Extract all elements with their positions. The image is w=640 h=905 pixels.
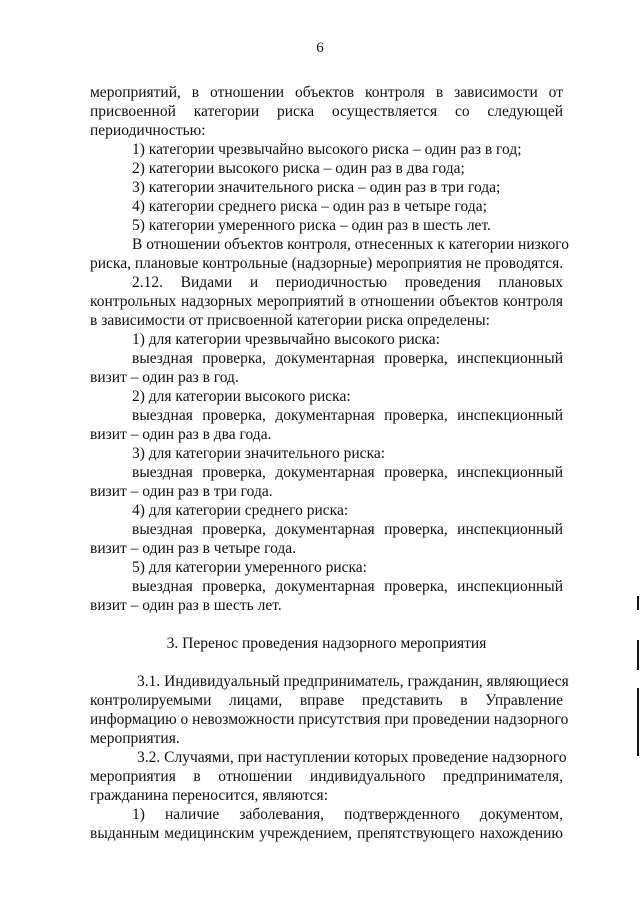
text-line: контрольных надзорных мероприятий в отношении объектов контроля: [90, 293, 563, 310]
text-line: информацию о невозможности присутствия при проведении надзорного: [90, 711, 569, 728]
text-line: мероприятия в отношении индивидуального предпринимателя,: [90, 768, 563, 785]
list-item: 3) категории значительного риска – один раз в три года;: [132, 179, 501, 196]
text-line: выездная проверка, документарная проверка, инспекционный: [132, 521, 563, 538]
text-line: присвоенной категории риска осуществляется со следующей: [90, 103, 563, 120]
scan-margin-mark: [637, 640, 639, 670]
section-heading: 3. Перенос проведения надзорного мероприятия: [166, 635, 487, 652]
paragraph-2-12: 2.12. Видами и периодичностью проведения плановых: [132, 274, 563, 291]
text-line: мероприятий, в отношении объектов контроля в зависимости от: [90, 84, 563, 101]
text-line: выданным медицинским учреждением, препятствующего нахождению: [90, 825, 563, 842]
text-line: визит – один раз в шесть лет.: [90, 597, 282, 614]
text-line: периодичностью:: [90, 122, 206, 139]
list-item: 1) категории чрезвычайно высокого риска – один раз в год;: [132, 141, 522, 158]
page-number: 6: [316, 40, 324, 56]
text-line: в зависимости от присвоенной категории риска определены:: [90, 312, 490, 329]
text-line: выездная проверка, документарная проверка, инспекционный: [132, 464, 563, 481]
text-line: мероприятия.: [90, 730, 180, 747]
text-line: выездная проверка, документарная проверка, инспекционный: [132, 350, 563, 367]
text-line: гражданина переносится, являются:: [90, 787, 328, 804]
text-line: визит – один раз в четыре года.: [90, 540, 297, 557]
text-line: В отношении объектов контроля, отнесенных к категории низкого: [132, 236, 569, 253]
text-line: визит – один раз в два года.: [90, 426, 272, 443]
scan-margin-mark: [637, 688, 639, 756]
text-line: выездная проверка, документарная проверка, инспекционный: [132, 407, 563, 424]
scan-margin-mark: [637, 596, 639, 610]
text-line: визит – один раз в год.: [90, 369, 239, 386]
list-item: 4) для категории среднего риска:: [132, 502, 349, 519]
text-line: визит – один раз в три года.: [90, 483, 273, 500]
list-item: 2) категории высокого риска – один раз в два года;: [132, 160, 465, 177]
text-line: риска, плановые контрольные (надзорные) мероприятия не проводятся.: [90, 255, 564, 272]
list-item: 1) наличие заболевания, подтвержденного документом,: [132, 806, 563, 823]
paragraph-3-2: 3.2. Случаями, при наступлении которых проведение надзорного: [137, 749, 567, 766]
list-item: 2) для категории высокого риска:: [132, 388, 351, 405]
list-item: 3) для категории значительного риска:: [132, 445, 386, 462]
list-item: 4) категории среднего риска – один раз в четыре года;: [132, 198, 487, 215]
text-line: выездная проверка, документарная проверка, инспекционный: [132, 578, 563, 595]
list-item: 5) категории умеренного риска – один раз в шесть лет.: [132, 217, 491, 234]
list-item: 5) для категории умеренного риска:: [132, 559, 367, 576]
text-line: контролируемыми лицами, вправе представить в Управление: [90, 692, 563, 709]
list-item: 1) для категории чрезвычайно высокого риска:: [132, 331, 440, 348]
paragraph-3-1: 3.1. Индивидуальный предприниматель, гражданин, являющиеся: [137, 673, 569, 690]
